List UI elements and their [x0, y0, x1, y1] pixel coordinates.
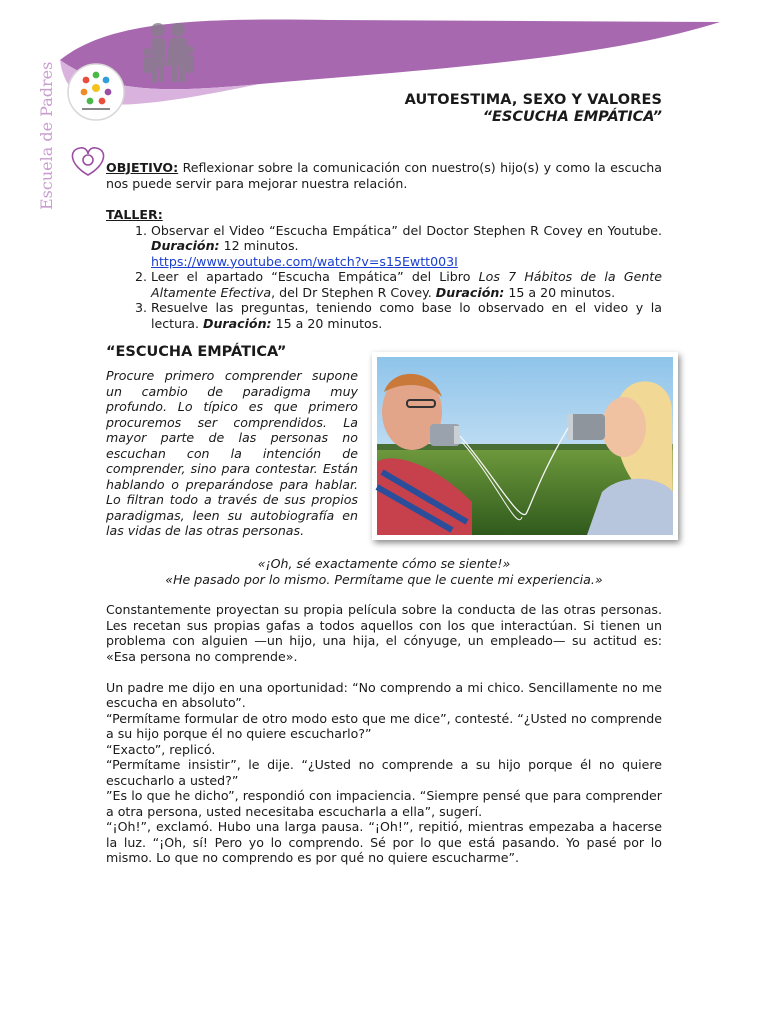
workshop-list	[106, 223, 662, 332]
page-subtitle: “ESCUCHA EMPÁTICA”	[482, 109, 662, 125]
document-heading	[390, 92, 662, 125]
item3-duration-label: Duración:	[203, 315, 272, 331]
main-content	[106, 160, 662, 361]
item2-text2: , del Dr Stephen R Covey.	[271, 284, 436, 300]
list-item	[151, 269, 662, 300]
item3-text: Resuelve las preguntas, teniendo como base lo observado en el video y la lectura.	[151, 300, 662, 331]
quote-block	[106, 556, 662, 587]
page-title: AUTOESTIMA, SEXO Y VALORES	[404, 92, 662, 108]
dialogue-1: Un padre me dijo en una oportunidad: “No comprendo a mi chico. Sencillamente no me escucha en absoluto”.	[106, 679, 662, 710]
heart-logo-icon	[72, 148, 103, 175]
dialogue-5: ”Es lo que he dicho”, respondió con impaciencia. “Siempre pensé que para comprender a otra persona, usted necesitaba escucharla a ella”, sugerí.	[106, 788, 662, 819]
side-title-text: Escuela de Padres	[37, 61, 56, 210]
item1-duration-label: Duración:	[151, 238, 220, 253]
dialogue-4: “Permítame insistir”, le dije. “¿Usted no comprende a su hijo porque él no quiere escucharlo a usted?”	[106, 757, 662, 788]
objective-paragraph	[106, 160, 662, 191]
school-logo	[68, 64, 124, 120]
tin-can-phone-photo	[372, 352, 678, 540]
list-item	[151, 300, 662, 331]
intro-paragraph: Procure primero comprender supone un cambio de paradigma muy profundo. Lo típico es que primero procuremos ser comprendidos. La mayor parte de las personas no escuchan con la intención de comprender, sino para contestar. Están hablando o preparándose para hablar. Lo filtran todo a través de sus propios paradigmas, leen su autobiografía en las vidas de las otras personas.	[106, 368, 358, 538]
dialogue-2: “Permítame formular de otro modo esto que me dice”, contesté. “¿Usted no comprende a su hijo porque él no quiere escucharlo?”	[106, 710, 662, 741]
paragraph-1: Constantemente proyectan su propia película sobre la conducta de las otras personas. Les recetan sus propias gafas a todos aquellos con los que interactúan. Si tienen un problema con alguien —un hijo, una hija, el cónyuge, un empleado— su actitud es: «Esa persona no comprende».	[106, 602, 662, 664]
item2-duration: 15 a 20 minutos.	[504, 284, 616, 300]
item2-duration-label: Duración:	[435, 284, 505, 300]
item2-book-title: Los 7 Hábitos de la Gente Altamente Efectiva	[151, 269, 662, 300]
list-item	[151, 223, 662, 270]
item2-text: Leer el apartado “Escucha Empática” del Libro	[151, 269, 479, 284]
youtube-link[interactable]: https://www.youtube.com/watch?v=s15Ewtt003I	[151, 253, 458, 269]
objective-label: OBJETIVO:	[106, 160, 179, 175]
quote-line-2: «He pasado por lo mismo. Permítame que le cuente mi experiencia.»	[165, 571, 603, 587]
workshop-label: TALLER:	[106, 207, 163, 222]
quote-line-1: «¡Oh, sé exactamente cómo se siente!»	[257, 556, 511, 571]
item1-duration: 12 minutos.	[219, 238, 299, 253]
dialogue-6: “¡Oh!”, exclamó. Hubo una larga pausa. “¡Oh!”, repitió, mientras empezaba a hacerse la luz. “¡Oh, sí! Pero yo lo comprendo. Sé por lo que está pasando. Yo pasé por lo mismo. Lo que no comprendo es por qué no quiere escucharme”.	[106, 819, 662, 865]
item3-duration: 15 a 20 minutos.	[271, 315, 383, 331]
dialogue-3: “Exacto”, replicó.	[106, 741, 216, 757]
photo-frame	[372, 352, 678, 540]
section-title: “ESCUCHA EMPÁTICA”	[106, 344, 287, 360]
side-title	[30, 45, 60, 215]
item1-text: Observar el Video “Escucha Empática” del Doctor Stephen R Covey en Youtube.	[151, 222, 662, 238]
objective-text: Reflexionar sobre la comunicación con nuestro(s) hijo(s) y como la escucha nos puede servir para mejorar nuestra relación.	[106, 160, 662, 191]
body-text	[106, 602, 662, 866]
